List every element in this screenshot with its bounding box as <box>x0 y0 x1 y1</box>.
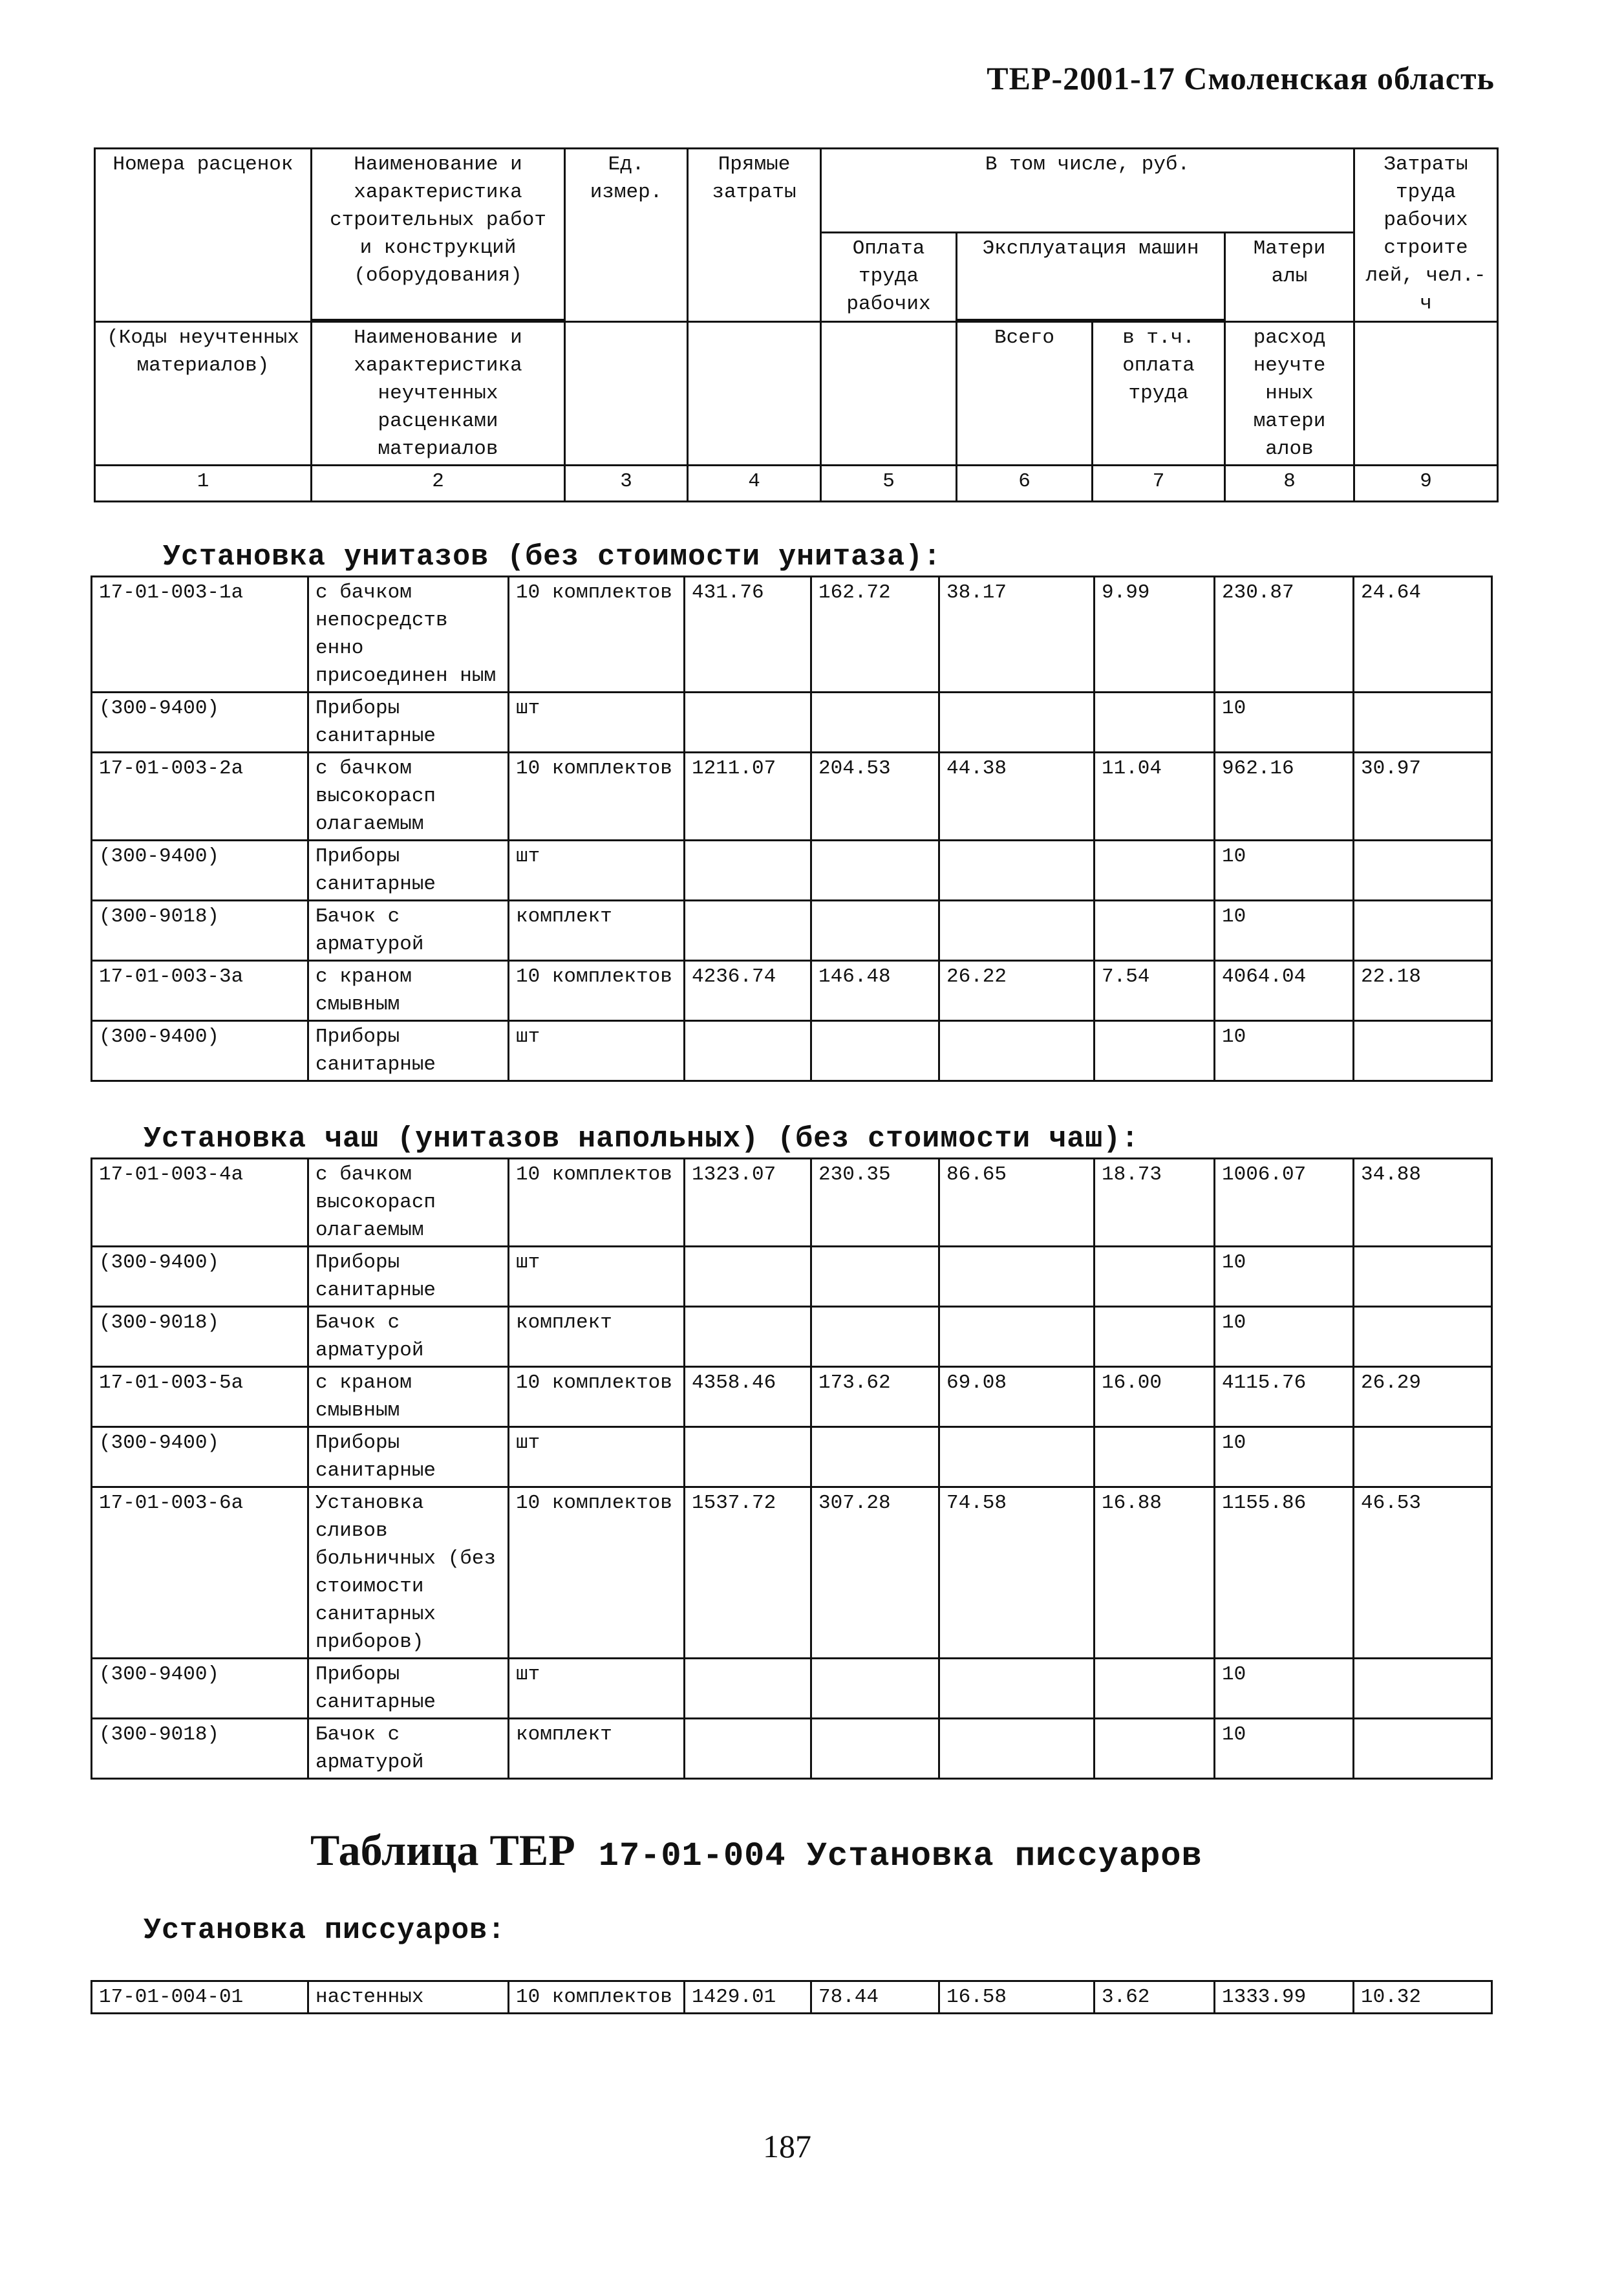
cell-materials: 4064.04 <box>1215 961 1354 1021</box>
cell-machines-total: 26.22 <box>939 961 1095 1021</box>
column-numbers-row <box>95 466 1498 502</box>
cell-work-name: Приборы санитарные <box>308 1021 509 1081</box>
column-number: 7 <box>1093 466 1225 502</box>
section-title: Установка писсуаров: <box>144 1914 506 1947</box>
cell-wages <box>811 693 939 753</box>
cell-work-name: настенных <box>308 1981 509 2014</box>
cell-machines-wages: 16.00 <box>1095 1367 1215 1427</box>
cell-labor-hours <box>1354 1247 1492 1307</box>
cell-unit: шт <box>509 1659 685 1719</box>
table-row <box>92 693 1492 753</box>
cell-direct-costs: 1323.07 <box>685 1159 811 1247</box>
cell-wages: 230.35 <box>811 1159 939 1247</box>
cell-labor-hours: 34.88 <box>1354 1159 1492 1247</box>
cell-unit: 10 комплектов <box>509 1981 685 2014</box>
cell-work-name: Приборы санитарные <box>308 841 509 901</box>
cell-work-name: Бачок с арматурой <box>308 901 509 961</box>
cell-direct-costs <box>685 1659 811 1719</box>
cell-machines-wages <box>1095 1021 1215 1081</box>
cell-unit: 10 комплектов <box>509 1367 685 1427</box>
page-number: 187 <box>763 2128 811 2164</box>
cell-machines-total <box>939 1719 1095 1779</box>
header-machines-wages: в т.ч. оплата труда <box>1093 322 1225 466</box>
cell-labor-hours <box>1354 1659 1492 1719</box>
cell-rate-code: (300-9400) <box>92 1659 308 1719</box>
cell-machines-wages <box>1095 1659 1215 1719</box>
cell-unit: шт <box>509 1021 685 1081</box>
cell-labor-hours: 30.97 <box>1354 753 1492 841</box>
page-title: ТЕР-2001-17 Смоленская область <box>987 60 1495 96</box>
section-title: Установка унитазов (без стоимости унитаза): <box>163 541 942 574</box>
table-row <box>92 1427 1492 1487</box>
cell-unit: 10 комплектов <box>509 753 685 841</box>
cell-direct-costs: 1211.07 <box>685 753 811 841</box>
cell-machines-wages: 16.88 <box>1095 1487 1215 1659</box>
cell-machines-total <box>939 1427 1095 1487</box>
column-number: 2 <box>312 466 565 502</box>
cell-rate-code: (300-9400) <box>92 1427 308 1487</box>
table-row <box>92 1367 1492 1427</box>
cell-materials: 4115.76 <box>1215 1367 1354 1427</box>
cell-machines-total <box>939 1307 1095 1367</box>
cell-machines-wages <box>1095 901 1215 961</box>
cell-labor-hours <box>1354 1021 1492 1081</box>
cell-rate-code: 17-01-003-6а <box>92 1487 308 1659</box>
cell-materials: 10 <box>1215 901 1354 961</box>
table-row <box>92 753 1492 841</box>
cell-unit: шт <box>509 841 685 901</box>
cell-direct-costs <box>685 1307 811 1367</box>
cell-work-name: Бачок с арматурой <box>308 1307 509 1367</box>
cell-direct-costs: 431.76 <box>685 577 811 693</box>
cell-labor-hours: 24.64 <box>1354 577 1492 693</box>
cell-materials: 230.87 <box>1215 577 1354 693</box>
cell-work-name: Бачок с арматурой <box>308 1719 509 1779</box>
header-materials-unaccounted: расход неучте нных матери алов <box>1225 322 1354 466</box>
cell-rate-code: (300-9400) <box>92 1247 308 1307</box>
cell-materials: 10 <box>1215 693 1354 753</box>
cell-machines-total <box>939 1021 1095 1081</box>
column-number: 1 <box>95 466 312 502</box>
column-number: 5 <box>821 466 957 502</box>
cell-direct-costs <box>685 1247 811 1307</box>
table-row <box>92 1981 1492 2014</box>
cell-materials: 1155.86 <box>1215 1487 1354 1659</box>
header-labor-hours: Затраты труда рабочих строите лей, чел.-ч <box>1354 149 1498 322</box>
table-title <box>310 1825 1202 1876</box>
section3-table <box>91 1980 1493 2014</box>
cell-machines-total: 16.58 <box>939 1981 1095 2014</box>
cell-materials: 10 <box>1215 841 1354 901</box>
header-name-unaccounted: Наименование и характеристика неучтенных расценками материалов <box>312 322 565 466</box>
column-number: 3 <box>565 466 688 502</box>
cell-materials: 10 <box>1215 1021 1354 1081</box>
cell-machines-wages: 11.04 <box>1095 753 1215 841</box>
cell-labor-hours <box>1354 1307 1492 1367</box>
cell-direct-costs <box>685 693 811 753</box>
header-wages: Оплата труда рабочих <box>821 233 957 322</box>
cell-direct-costs: 4236.74 <box>685 961 811 1021</box>
cell-wages: 173.62 <box>811 1367 939 1427</box>
cell-unit: комплект <box>509 1719 685 1779</box>
header-unit-lower <box>565 322 688 466</box>
cell-direct-costs: 4358.46 <box>685 1367 811 1427</box>
cell-wages: 307.28 <box>811 1487 939 1659</box>
cell-machines-total: 74.58 <box>939 1487 1095 1659</box>
cell-wages <box>811 1659 939 1719</box>
cell-direct-costs: 1537.72 <box>685 1487 811 1659</box>
cell-machines-total: 69.08 <box>939 1367 1095 1427</box>
cell-materials: 10 <box>1215 1719 1354 1779</box>
table-row <box>92 1719 1492 1779</box>
cell-unit: шт <box>509 1247 685 1307</box>
cell-wages <box>811 1427 939 1487</box>
column-header-table <box>94 147 1499 502</box>
cell-materials: 10 <box>1215 1307 1354 1367</box>
cell-rate-code: (300-9018) <box>92 1307 308 1367</box>
table-row <box>92 1659 1492 1719</box>
cell-direct-costs <box>685 841 811 901</box>
cell-machines-total <box>939 901 1095 961</box>
cell-machines-wages: 9.99 <box>1095 577 1215 693</box>
cell-materials: 962.16 <box>1215 753 1354 841</box>
cell-direct-costs <box>685 1427 811 1487</box>
header-codes-spacer <box>95 233 312 320</box>
cell-work-name: с бачком высокорасп олагаемым <box>308 753 509 841</box>
cell-wages <box>811 1021 939 1081</box>
table-row <box>92 841 1492 901</box>
table-row <box>92 1021 1492 1081</box>
column-number: 9 <box>1354 466 1498 502</box>
cell-machines-total <box>939 1659 1095 1719</box>
cell-machines-total <box>939 1247 1095 1307</box>
cell-machines-total <box>939 693 1095 753</box>
cell-unit: 10 комплектов <box>509 961 685 1021</box>
cell-rate-code: (300-9400) <box>92 841 308 901</box>
header-name: Наименование и характеристика строительных работ и конструкций (оборудования) <box>312 149 565 320</box>
section-title: Установка чаш (унитазов напольных) (без стоимости чаш): <box>144 1123 1140 1156</box>
column-number: 8 <box>1225 466 1354 502</box>
cell-labor-hours: 46.53 <box>1354 1487 1492 1659</box>
cell-machines-wages <box>1095 1307 1215 1367</box>
cell-rate-code: (300-9400) <box>92 1021 308 1081</box>
cell-direct-costs <box>685 1719 811 1779</box>
cell-labor-hours <box>1354 693 1492 753</box>
cell-unit: шт <box>509 693 685 753</box>
table-row <box>92 961 1492 1021</box>
cell-unit: 10 комплектов <box>509 1487 685 1659</box>
cell-labor-hours: 26.29 <box>1354 1367 1492 1427</box>
column-number: 6 <box>957 466 1093 502</box>
cell-machines-total <box>939 841 1095 901</box>
cell-machines-wages: 18.73 <box>1095 1159 1215 1247</box>
cell-rate-code: 17-01-004-01 <box>92 1981 308 2014</box>
table-row <box>92 1247 1492 1307</box>
cell-work-name: Приборы санитарные <box>308 1247 509 1307</box>
cell-work-name: с краном смывным <box>308 961 509 1021</box>
cell-machines-total: 38.17 <box>939 577 1095 693</box>
cell-rate-code: 17-01-003-3а <box>92 961 308 1021</box>
table-row <box>92 1159 1492 1247</box>
cell-direct-costs <box>685 901 811 961</box>
cell-wages: 78.44 <box>811 1981 939 2014</box>
cell-unit: комплект <box>509 901 685 961</box>
section1-table <box>91 576 1493 1082</box>
table-title-text: 17-01-004 Установка писсуаров <box>598 1837 1202 1875</box>
column-number: 4 <box>688 466 821 502</box>
cell-machines-wages <box>1095 1719 1215 1779</box>
cell-labor-hours <box>1354 1427 1492 1487</box>
header-codes-unaccounted: (Коды неучтенных материалов) <box>95 322 312 466</box>
cell-labor-hours <box>1354 841 1492 901</box>
header-labor-lower <box>1354 322 1498 466</box>
table-title-lead: Таблица ТЕР <box>310 1825 575 1875</box>
cell-unit: шт <box>509 1427 685 1487</box>
header-codes: Номера расценок <box>95 149 312 233</box>
header-machines-total: Всего <box>957 322 1093 466</box>
cell-direct-costs: 1429.01 <box>685 1981 811 2014</box>
cell-rate-code: 17-01-003-2а <box>92 753 308 841</box>
cell-work-name: Приборы санитарные <box>308 1659 509 1719</box>
cell-rate-code: (300-9400) <box>92 693 308 753</box>
cell-materials: 1006.07 <box>1215 1159 1354 1247</box>
cell-machines-total: 44.38 <box>939 753 1095 841</box>
cell-rate-code: (300-9018) <box>92 1719 308 1779</box>
header-unit: Ед. измер. <box>565 149 688 322</box>
cell-labor-hours <box>1354 901 1492 961</box>
cell-labor-hours <box>1354 1719 1492 1779</box>
cell-wages <box>811 901 939 961</box>
cell-materials: 10 <box>1215 1247 1354 1307</box>
cell-machines-wages <box>1095 693 1215 753</box>
cell-labor-hours: 10.32 <box>1354 1981 1492 2014</box>
cell-machines-wages <box>1095 1247 1215 1307</box>
cell-work-name: Приборы санитарные <box>308 693 509 753</box>
cell-wages <box>811 841 939 901</box>
header-machines: Эксплуатация машин <box>957 233 1225 320</box>
section2-table <box>91 1157 1493 1780</box>
table-row <box>92 1487 1492 1659</box>
cell-unit: 10 комплектов <box>509 577 685 693</box>
cell-rate-code: 17-01-003-1а <box>92 577 308 693</box>
header-including: В том числе, руб. <box>821 149 1354 233</box>
cell-labor-hours: 22.18 <box>1354 961 1492 1021</box>
header-wages-lower <box>821 322 957 466</box>
cell-materials: 10 <box>1215 1427 1354 1487</box>
cell-machines-wages: 3.62 <box>1095 1981 1215 2014</box>
cell-machines-wages <box>1095 841 1215 901</box>
cell-wages: 204.53 <box>811 753 939 841</box>
table-row <box>92 901 1492 961</box>
cell-rate-code: 17-01-003-4а <box>92 1159 308 1247</box>
cell-rate-code: 17-01-003-5а <box>92 1367 308 1427</box>
header-materials: Матери алы <box>1225 233 1354 320</box>
cell-rate-code: (300-9018) <box>92 901 308 961</box>
cell-machines-total: 86.65 <box>939 1159 1095 1247</box>
table-row <box>92 1307 1492 1367</box>
cell-machines-wages <box>1095 1427 1215 1487</box>
cell-wages <box>811 1247 939 1307</box>
cell-work-name: с краном смывным <box>308 1367 509 1427</box>
cell-materials: 1333.99 <box>1215 1981 1354 2014</box>
cell-wages <box>811 1307 939 1367</box>
cell-unit: комплект <box>509 1307 685 1367</box>
cell-machines-wages: 7.54 <box>1095 961 1215 1021</box>
cell-work-name: с бачком непосредств енно присоединен ным <box>308 577 509 693</box>
cell-work-name: Приборы санитарные <box>308 1427 509 1487</box>
cell-materials: 10 <box>1215 1659 1354 1719</box>
header-direct-costs: Прямые затраты <box>688 149 821 322</box>
table-row <box>92 577 1492 693</box>
cell-unit: 10 комплектов <box>509 1159 685 1247</box>
header-direct-lower <box>688 322 821 466</box>
cell-wages: 162.72 <box>811 577 939 693</box>
cell-direct-costs <box>685 1021 811 1081</box>
cell-work-name: Установка сливов больничных (без стоимости санитарных приборов) <box>308 1487 509 1659</box>
cell-wages: 146.48 <box>811 961 939 1021</box>
cell-work-name: с бачком высокорасп олагаемым <box>308 1159 509 1247</box>
cell-wages <box>811 1719 939 1779</box>
